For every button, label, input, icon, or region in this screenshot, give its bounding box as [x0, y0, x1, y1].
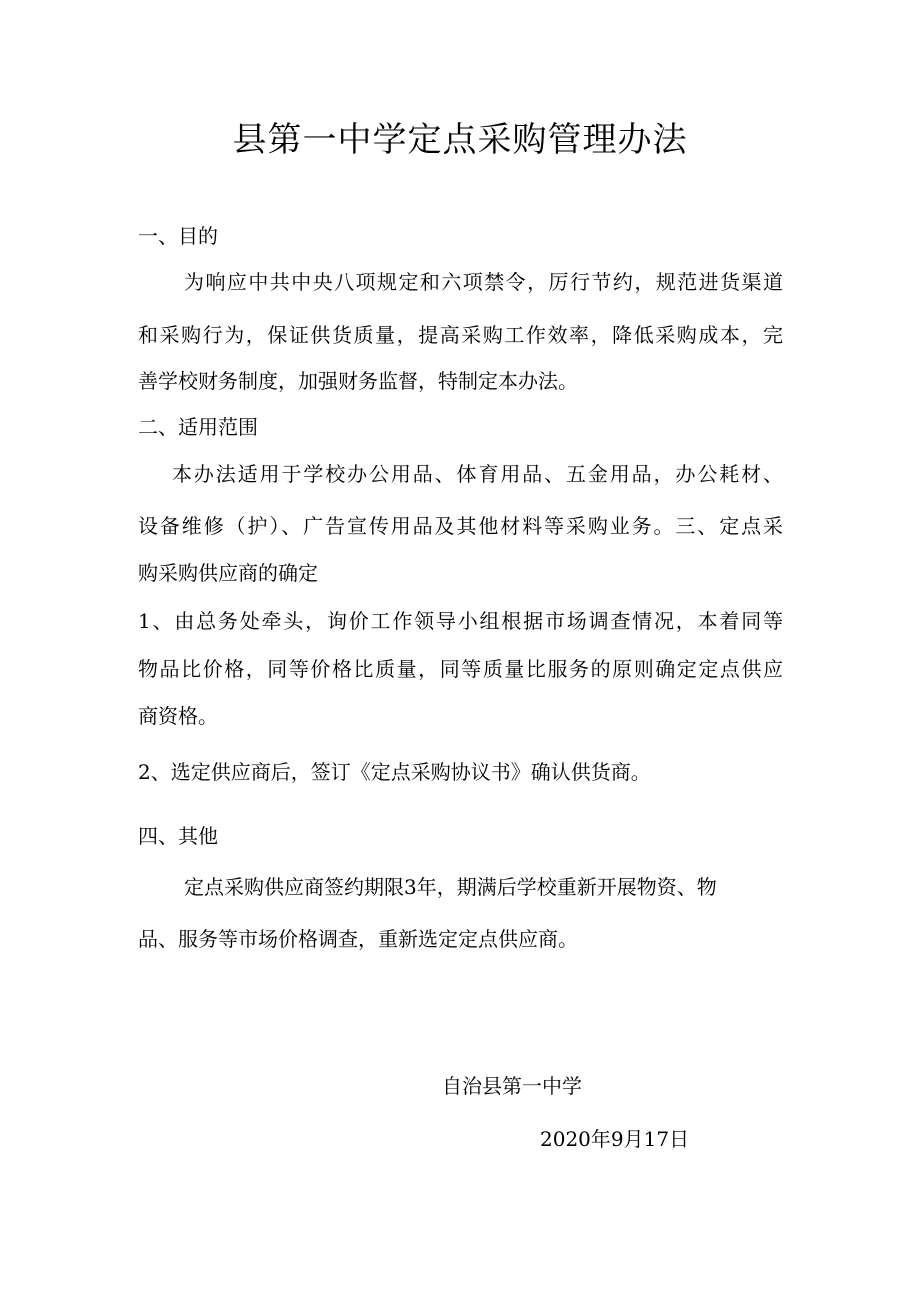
paragraph-line: 物品比价格，同等价格比质量，同等质量比服务的原则确定定点供应	[138, 657, 783, 681]
paragraph-line: 品、服务等市场价格调查，重新选定定点供应商。	[138, 927, 578, 951]
paragraph-line: 设备维修（护）、广告宣传用品及其他材料等采购业务。三、定点采	[138, 514, 783, 538]
section-heading-purpose: 一、目的	[138, 224, 218, 248]
paragraph-line: 定点采购供应商签约期限3年，期满后学校重新开展物资、物	[184, 875, 717, 899]
signature-organization: 自治县第一中学	[442, 1074, 582, 1098]
paragraph-line: 2、选定供应商后，签订《定点采购协议书》确认供货商。	[138, 760, 651, 784]
paragraph-line: 商资格。	[138, 704, 218, 728]
paragraph-line: 和采购行为，保证供货质量，提高采购工作效率，降低采购成本，完	[138, 323, 783, 347]
section-heading-other: 四、其他	[138, 824, 218, 848]
paragraph-line: 购采购供应商的确定	[138, 561, 318, 585]
paragraph-line: 善学校财务制度，加强财务监督，特制定本办法。	[138, 369, 578, 393]
paragraph-line: 本办法适用于学校办公用品、体育用品、五金用品，办公耗材、	[172, 462, 783, 486]
document-title: 县第一中学定点采购管理办法	[232, 120, 688, 160]
section-heading-scope: 二、适用范围	[138, 415, 258, 439]
paragraph-line: 为响应中共中央八项规定和六项禁令，厉行节约，规范进货渠道	[184, 270, 783, 294]
paragraph-line: 1、由总务处牵头，询价工作领导小组根据市场调查情况，本着同等	[138, 609, 783, 633]
signature-date: 2020年9月17日	[540, 1127, 690, 1151]
